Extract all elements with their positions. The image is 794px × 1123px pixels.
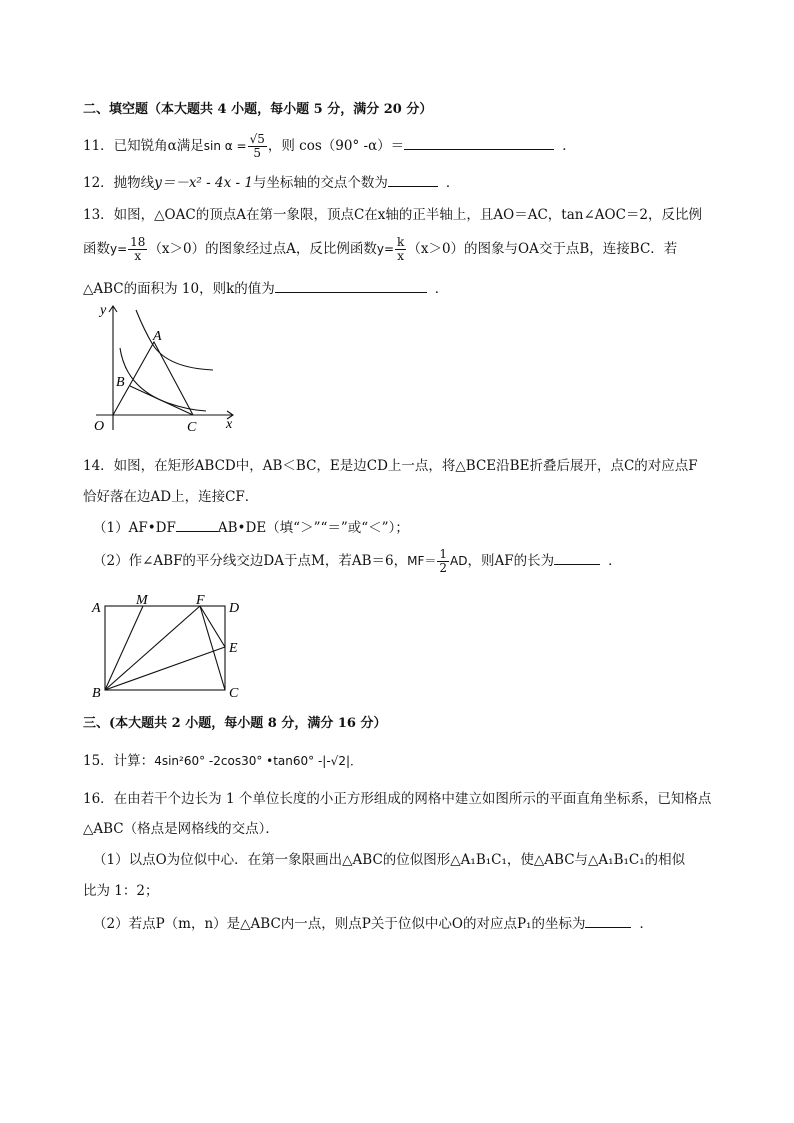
q13-f2-pre: y= [376, 242, 395, 256]
question-14-part-2 [93, 546, 622, 576]
label-c: C [187, 420, 197, 435]
q12-end: ． [445, 175, 460, 191]
question-13-line-3 [83, 278, 448, 299]
q15-expression: 4sin²60° ‐2cos30° •tan60° ‐|‐√2|． [154, 754, 363, 768]
q13-f1-pre: y= [110, 242, 128, 256]
q11-fraction [248, 133, 267, 160]
question-16-line-3: （1）以点O为位似中心．在第一象限画出△ABC的位似图形△A₁B₁C₁，使△ABC与△A₁B₁C₁的相似 [93, 852, 686, 868]
q13-end: ． [434, 281, 449, 297]
q14-p2-num: 1 [439, 547, 447, 561]
segment-fe [200, 606, 225, 647]
q11-end: ． [562, 138, 576, 154]
q11-mid: ，则 cos（90° ‐α）＝ [267, 138, 405, 154]
q14-p2-b: ，则AF的长为 [467, 553, 555, 569]
q11-num: √5 [249, 132, 265, 146]
q13-text-c: 的图象与OA交于点B，连接BC．若 [464, 241, 678, 257]
q14-p2-c: ． [608, 553, 622, 569]
q15-prefix: 15．计算： [83, 753, 155, 769]
q13-figure [88, 300, 248, 440]
q11-prefix: 11．已知锐角α满足 [83, 138, 204, 154]
segment-bm [105, 606, 143, 690]
q14-p2-a: （2）作∠ABF的平分线交边DA于点M，若AB＝6， [93, 553, 408, 569]
q13-blank[interactable] [275, 278, 427, 293]
q13-f1-cond: （x＞0） [148, 241, 206, 257]
q14-p2-fraction [437, 548, 449, 575]
q14-p2-den: 2 [439, 561, 447, 575]
label-x: x [226, 417, 233, 432]
label-d: D [229, 601, 240, 616]
segment-be [105, 647, 225, 690]
section-2-header: 二、填空题（本大题共 4 小题，每小题 5 分，满分 20 分） [83, 102, 433, 117]
q14-p2-blank[interactable] [554, 550, 600, 565]
q13-f2-den: x [397, 249, 405, 263]
triangle-oac [113, 342, 193, 415]
label-a: A [153, 329, 162, 344]
q12-prefix: 12．抛物线 [83, 175, 155, 191]
question-15 [83, 751, 362, 771]
q12-mid: 与坐标轴的交点个数为 [252, 175, 388, 191]
q14-figure [88, 590, 248, 700]
question-11 [83, 133, 576, 159]
question-14-part-1 [93, 517, 409, 538]
section-3-header: 三、(本大题共 2 小题，每小题 8 分，满分 16 分） [83, 716, 387, 731]
q14-p1-a: （1）AF•DF [93, 520, 176, 536]
q14-p1-blank[interactable] [176, 517, 218, 532]
q13-text-a: 函数 [83, 241, 110, 257]
curve-18-over-x [136, 310, 213, 370]
q11-func: sin α = [203, 139, 247, 153]
q11-den: 5 [253, 146, 262, 160]
question-14-line-1: 14．如图，在矩形ABCD中，AB＜BC，E是边CD上一点，将△BCE沿BE折叠后展开，点C的对应点F [83, 458, 698, 474]
label-a: A [92, 601, 101, 616]
q16-l5-a: （2）若点P（m，n）是△ABC内一点，则点P关于位似中心O的对应点P₁的坐标为 [93, 916, 586, 932]
label-b: B [116, 375, 125, 390]
q14-p2-mf: MF＝ [407, 554, 437, 568]
label-m: M [136, 593, 148, 608]
question-12 [83, 172, 459, 193]
question-14-line-2: 恰好落在边AD上，连接CF． [83, 489, 259, 505]
q13-text-d: △ABC的面积为 10，则k的值为 [83, 281, 275, 297]
q11-blank[interactable] [404, 135, 554, 150]
q12-equation: y＝－x² ‐ 4x ‐ 1 [154, 175, 253, 191]
label-y: y [100, 303, 107, 318]
q13-f2-cond: （x＞0） [407, 241, 465, 257]
question-16-line-4: 比为 1：2； [83, 883, 159, 899]
rectangle-abcd [105, 606, 225, 690]
q13-f1-fraction [128, 236, 147, 263]
segment-bf [105, 606, 200, 690]
segment-bc [130, 386, 193, 415]
q12-blank[interactable] [388, 172, 438, 187]
label-c: C [229, 686, 239, 700]
question-13-line-1: 13．如图，△OAC的顶点A在第一象限，顶点C在x轴的正半轴上，且AO＝AC，tan∠AOC＝2，反比例 [83, 207, 703, 223]
question-13-line-2 [83, 234, 677, 264]
label-b: B [92, 686, 101, 700]
question-16-line-2: △ABC（格点是网格线的交点）． [83, 821, 279, 837]
question-16-line-5 [93, 913, 653, 934]
q13-f2-num: k [397, 235, 405, 249]
q16-l5-b: ． [639, 916, 653, 932]
q16-blank[interactable] [585, 913, 631, 928]
q13-f1-num: 18 [130, 235, 146, 249]
q14-p1-b: AB•DE（填“＞”“＝”或“＜”）； [217, 520, 409, 536]
q13-text-b: 的图象经过点A，反比例函数 [205, 241, 377, 257]
label-o: O [94, 419, 105, 434]
q14-p2-ad: AD [450, 554, 468, 568]
q13-f1-den: x [134, 249, 142, 263]
question-16-line-1: 16．在由若干个边长为 1 个单位长度的小正方形组成的网格中建立如图所示的平面直角坐标系，已知格点 [83, 791, 712, 807]
label-f: F [196, 593, 205, 608]
q13-f2-fraction [395, 236, 406, 263]
label-e: E [229, 641, 238, 656]
